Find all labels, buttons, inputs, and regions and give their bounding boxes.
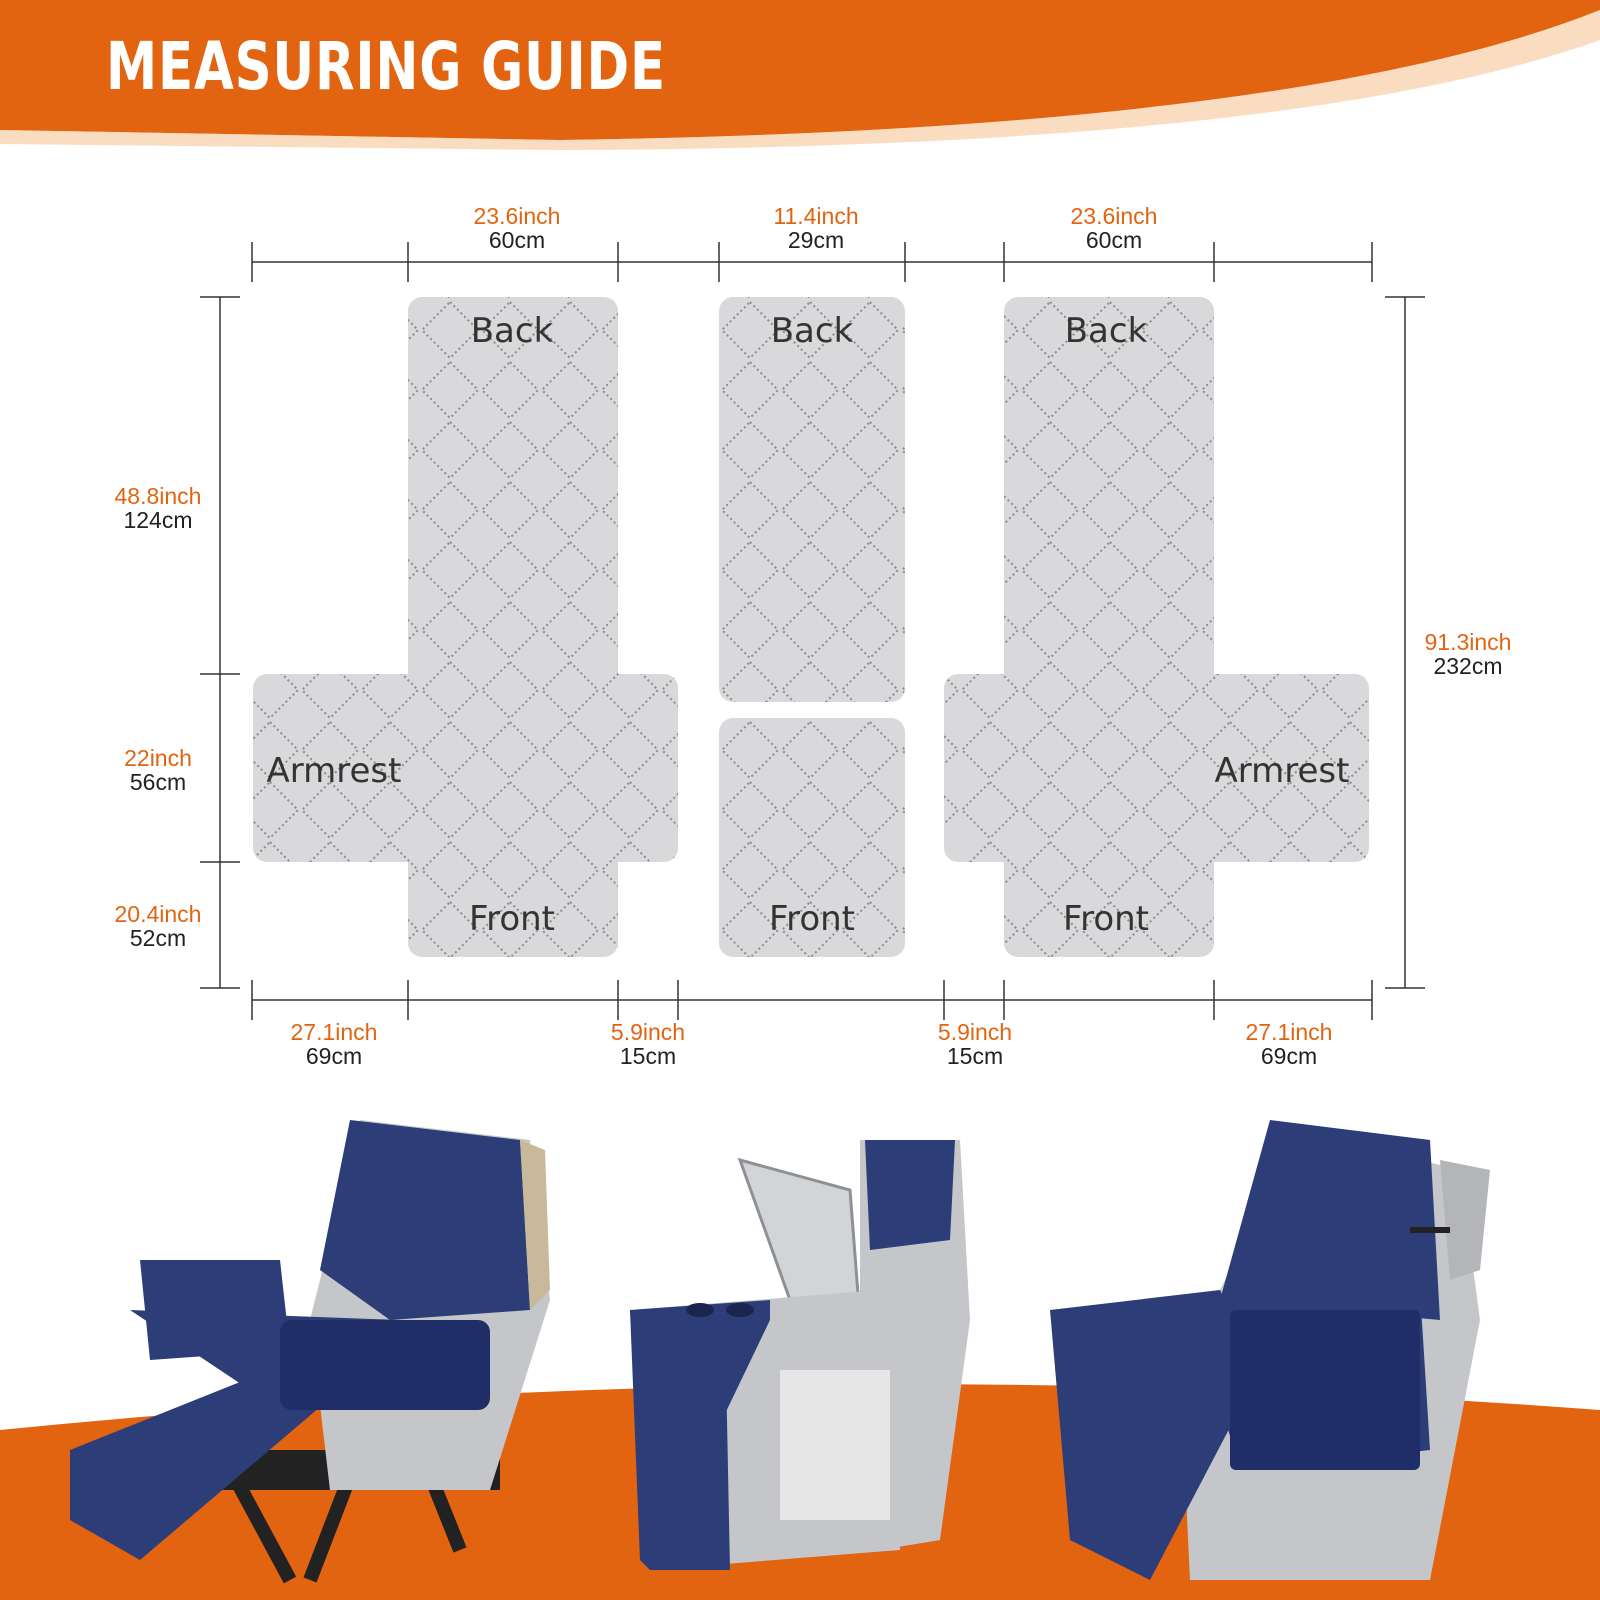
dim-cm: 69cm [1260, 1043, 1318, 1069]
dim-cm: 69cm [305, 1043, 363, 1069]
dim-left-back [78, 484, 238, 532]
dim-top-left [437, 204, 597, 252]
dim-top-right [1034, 204, 1194, 252]
dim-cm: 52cm [129, 925, 187, 951]
dim-inch: 27.1inch [290, 1019, 378, 1045]
dim-right-total [1388, 630, 1548, 678]
dim-top-middle [736, 204, 896, 252]
dim-left-front [78, 902, 238, 950]
left-armrest-label: Armrest [266, 751, 402, 791]
right-armrest-label: Armrest [1214, 751, 1350, 791]
right-front-label: Front [1063, 899, 1149, 939]
left-cover-panel [253, 297, 678, 957]
dim-bottom-right-gap [895, 1020, 1055, 1068]
dim-cm: 29cm [787, 227, 845, 253]
dim-inch: 91.3inch [1424, 629, 1512, 655]
reclined-chair-illustration [60, 1120, 580, 1590]
dim-cm: 56cm [129, 769, 187, 795]
middle-cover-panel [719, 297, 905, 957]
dim-cm: 15cm [946, 1043, 1004, 1069]
right-cover-panel [944, 297, 1369, 957]
dim-bottom-left-armrest [254, 1020, 414, 1068]
dim-inch: 5.9inch [610, 1019, 686, 1045]
middle-back-label: Back [770, 311, 854, 351]
left-front-label: Front [469, 899, 555, 939]
dim-inch: 23.6inch [473, 203, 561, 229]
dim-cm: 124cm [123, 507, 193, 533]
dim-inch: 22inch [124, 745, 192, 771]
dim-inch: 20.4inch [114, 901, 202, 927]
recliner-front-illustration [1050, 1120, 1510, 1590]
dim-inch: 11.4inch [773, 203, 859, 229]
left-measure-line [200, 297, 240, 988]
dim-inch: 5.9inch [937, 1019, 1013, 1045]
dim-cm: 232cm [1433, 653, 1503, 679]
right-back-label: Back [1064, 311, 1148, 351]
dim-cm: 60cm [488, 227, 546, 253]
dim-cm: 60cm [1085, 227, 1143, 253]
middle-front-label: Front [769, 899, 855, 939]
page-title: MEASURING GUIDE [106, 28, 666, 105]
dim-inch: 27.1inch [1245, 1019, 1333, 1045]
dim-inch: 48.8inch [114, 483, 202, 509]
dim-bottom-left-gap [568, 1020, 728, 1068]
left-back-label: Back [470, 311, 554, 351]
dim-left-armrest [78, 746, 238, 794]
bottom-measure-line [252, 980, 1372, 1020]
dim-bottom-right-armrest [1209, 1020, 1369, 1068]
dim-inch: 23.6inch [1070, 203, 1158, 229]
dim-cm: 15cm [619, 1043, 677, 1069]
console-illustration [630, 1120, 990, 1590]
